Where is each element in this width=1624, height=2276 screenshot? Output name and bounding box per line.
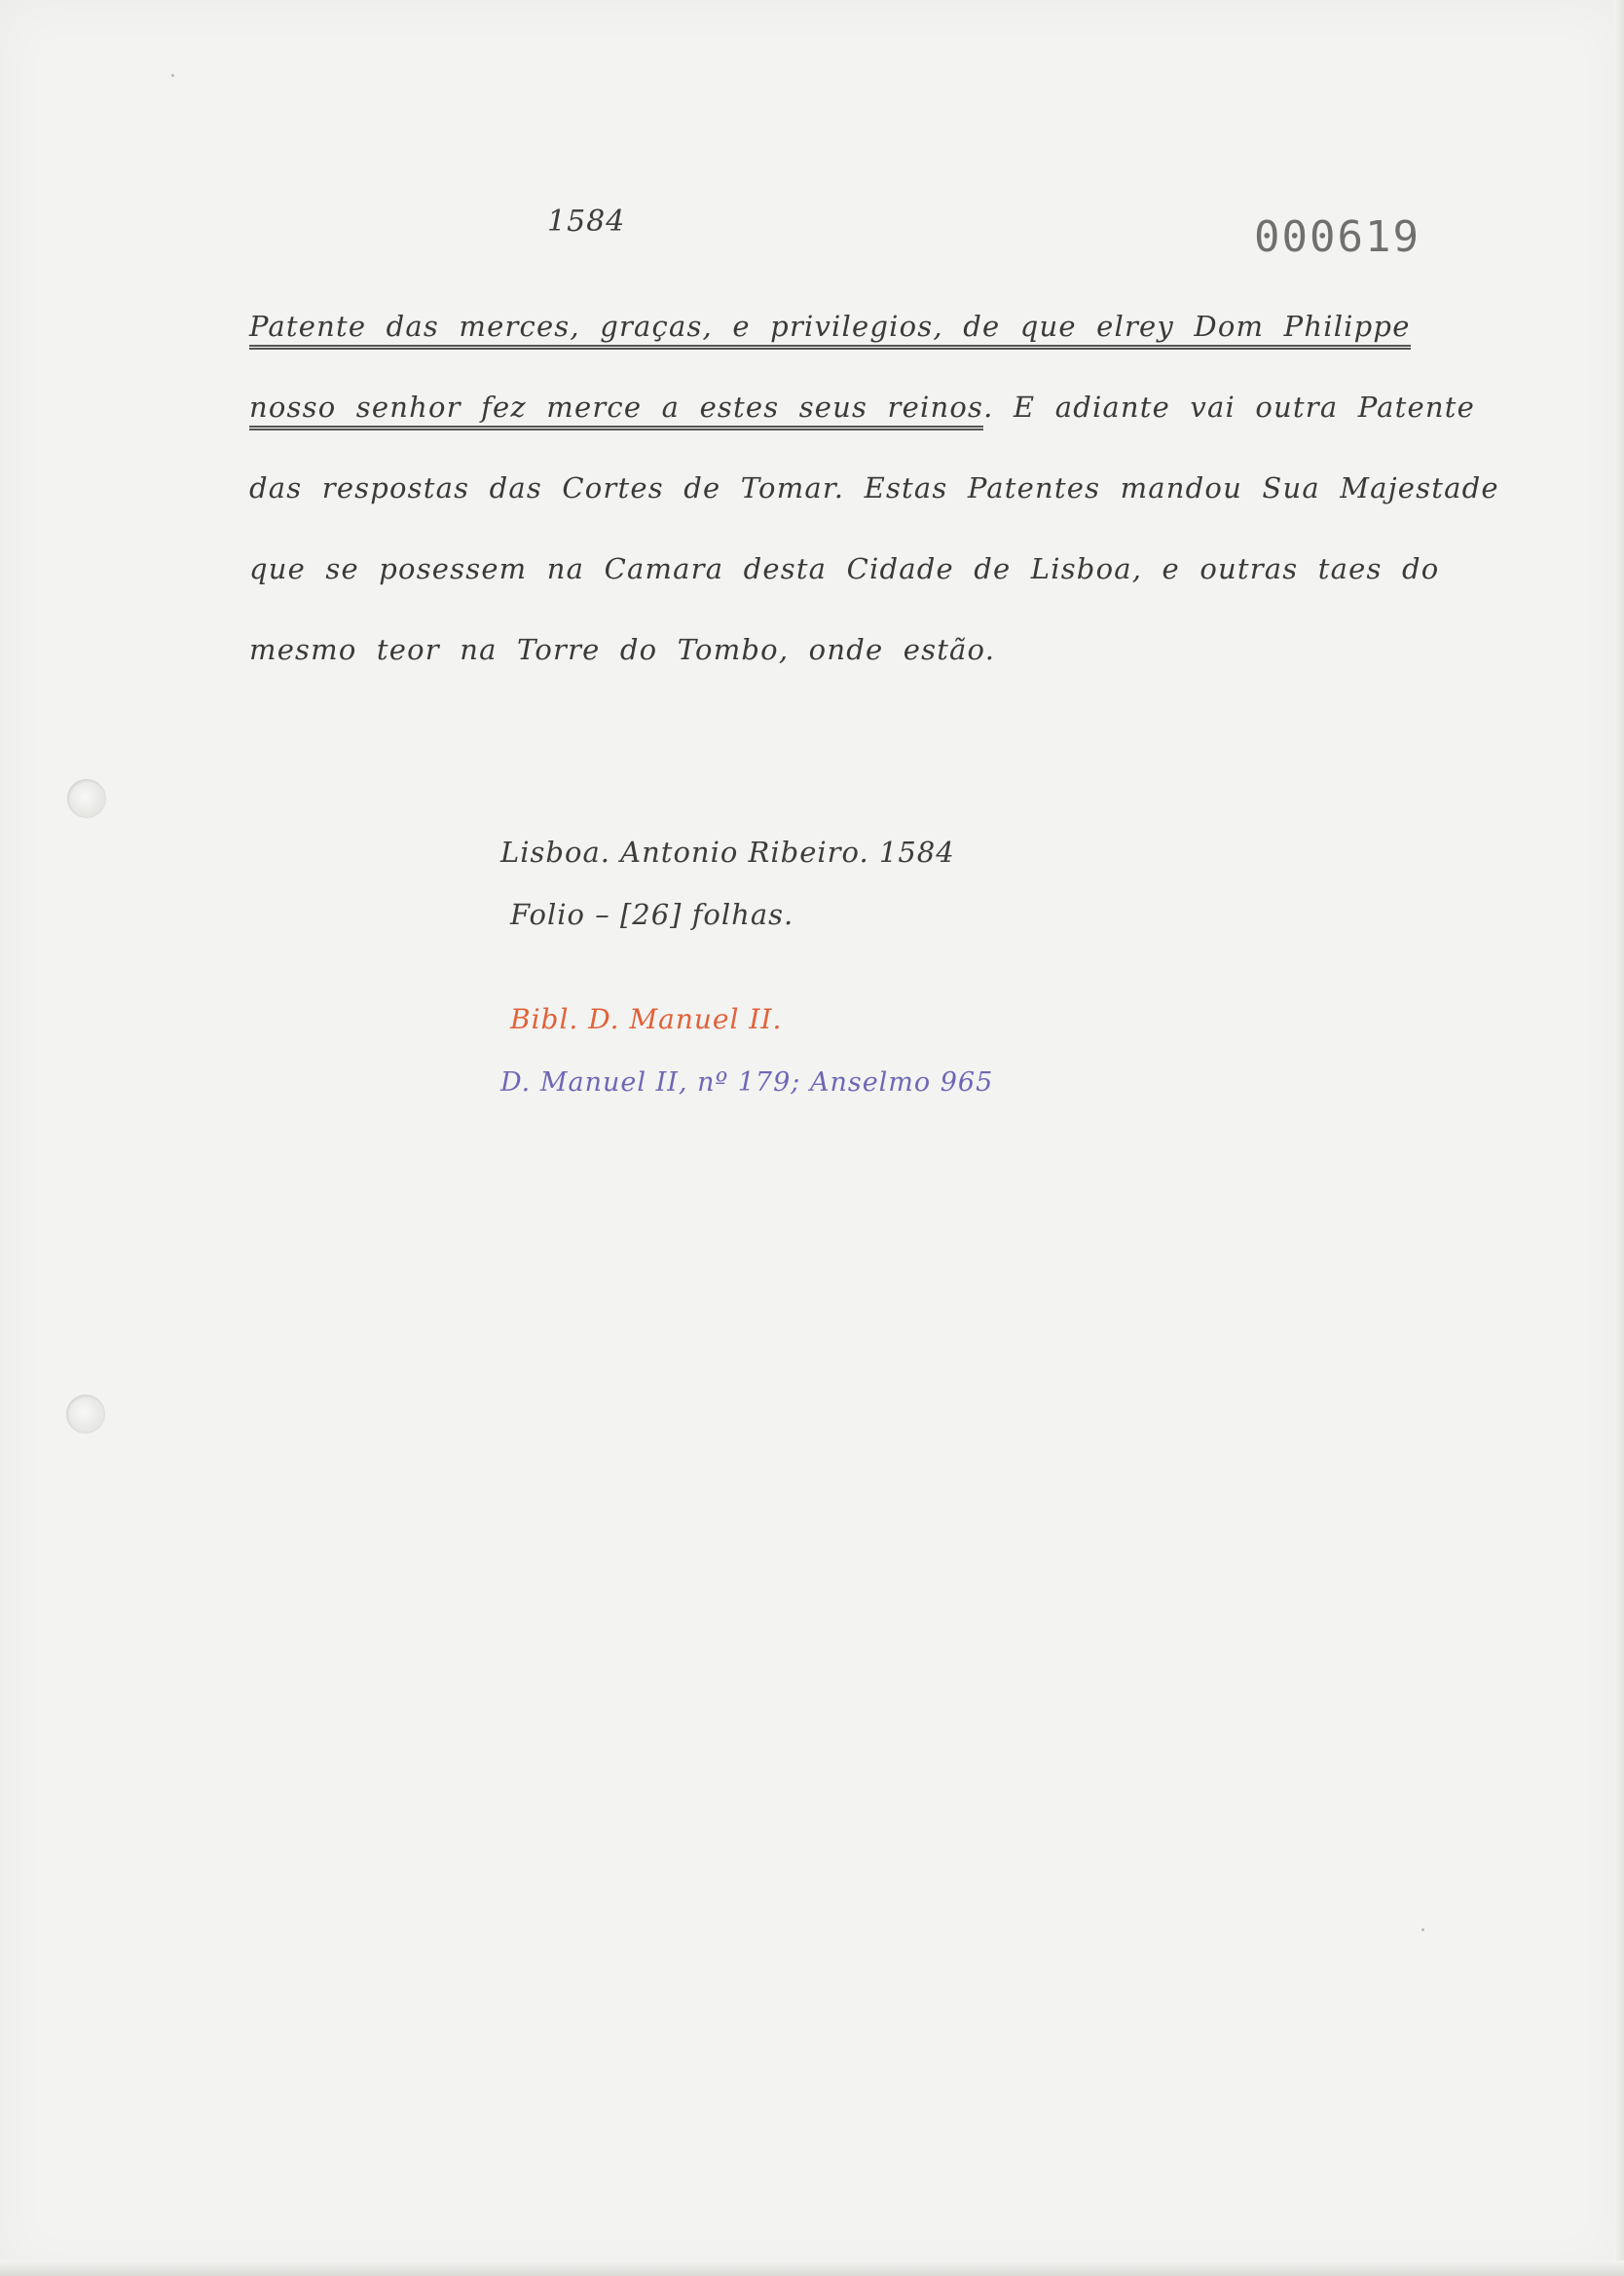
punch-hole-icon	[66, 1395, 105, 1434]
title-line	[249, 391, 1475, 471]
page-edge-right	[1614, 0, 1624, 2276]
punch-hole-icon	[67, 779, 106, 818]
title-line	[249, 471, 1499, 552]
title-underlined-text: nosso senhor fez merce a estes seus reinos	[249, 391, 983, 430]
catalog-number-stamp: 000619	[1254, 212, 1421, 262]
title-line	[249, 552, 1466, 633]
page-edge-bottom	[0, 2260, 1624, 2276]
title-line	[249, 633, 1466, 714]
title-text: mesmo teor na Torre do Tombo, onde estão.	[249, 633, 996, 666]
reference-note: D. Manuel II, nº 179; Anselmo 965	[500, 1067, 994, 1098]
collection-note: Bibl. D. Manuel II.	[510, 1003, 783, 1035]
imprint-line: Lisboa. Antonio Ribeiro. 1584	[500, 836, 955, 869]
year-heading: 1584	[547, 205, 626, 239]
title-description	[249, 310, 1499, 714]
title-text: das respostas das Cortes de Tomar. Estas Patentes mandou Sua Majestade	[249, 471, 1499, 504]
title-text: que se posessem na Camara desta Cidade de Lisboa, e outras taes do	[249, 552, 1440, 585]
paper-speck	[1421, 1928, 1424, 1931]
title-line	[249, 310, 1466, 391]
title-text: . E adiante vai outra Patente	[983, 391, 1475, 424]
title-underlined-text: Patente das merces, graças, e privilegios, de que elrey Dom Philippe	[249, 310, 1411, 350]
paper-speck	[171, 74, 174, 77]
format-line: Folio – [26] folhas.	[510, 898, 794, 931]
